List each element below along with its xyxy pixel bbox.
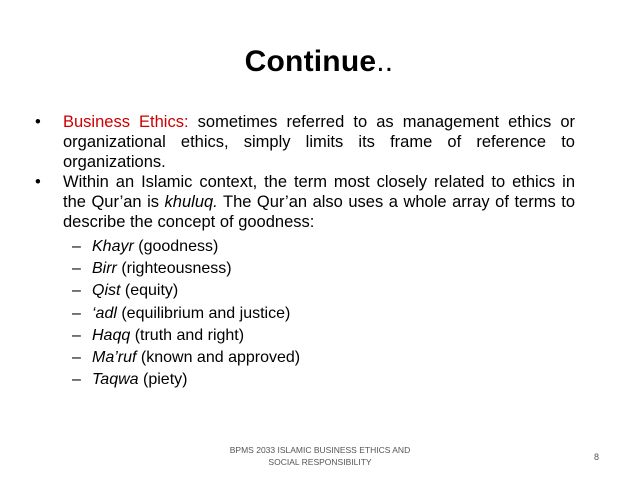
bullet-text: sometimes referred to as management ethics or organizational ethics, simply limits its frame of reference to organizations.	[63, 113, 575, 171]
bullet-text-a: Within an Islamic context, the term most closely related to ethics in the Qur’an is	[63, 173, 575, 211]
term: Ma’ruf	[92, 349, 137, 367]
footer-line-1: BPMS 2033 ISLAMIC BUSINESS ETHICS AND	[229, 445, 411, 455]
term: Birr	[92, 260, 117, 278]
term-description: (goodness)	[133, 238, 219, 255]
term-description: (known and approved)	[136, 349, 301, 367]
title-suffix: ..	[376, 45, 394, 78]
bullet-list	[35, 112, 575, 232]
bullet-label: Business Ethics:	[63, 113, 189, 131]
list-item	[72, 325, 300, 347]
bullet-text-b: The Qur’an also uses a whole array of terms to describe the concept of goodness:	[63, 193, 575, 231]
term-description: (piety)	[138, 371, 188, 389]
bullet-islamic-context	[35, 172, 575, 232]
terms-sublist	[72, 236, 300, 391]
list-item	[72, 347, 300, 369]
dash-marker: –	[72, 238, 81, 255]
footer-line-2: SOCIAL RESPONSIBILITY	[268, 456, 372, 467]
dash-marker: –	[72, 371, 81, 389]
term: Qist	[92, 282, 121, 300]
dash-marker: –	[72, 260, 81, 278]
dash-marker: –	[72, 326, 81, 344]
term: Haqq	[92, 326, 131, 344]
term: Khayr	[92, 238, 134, 255]
bullet-business-ethics	[35, 112, 575, 172]
title-text: Continue	[244, 45, 377, 78]
list-item	[72, 303, 300, 325]
list-item	[72, 258, 300, 280]
term-description: (equilibrium and justice)	[116, 304, 291, 322]
bullet-marker: •	[35, 113, 41, 131]
list-item	[72, 236, 300, 258]
term-description: (truth and right)	[130, 326, 245, 344]
list-item	[72, 280, 300, 302]
dash-marker: –	[72, 349, 81, 367]
term: ‘adl	[92, 304, 117, 322]
slide-footer	[210, 445, 430, 468]
term-description: (equity)	[120, 282, 179, 300]
term: Taqwa	[92, 371, 139, 389]
term-description: (righteousness)	[116, 260, 232, 278]
dash-marker: –	[72, 282, 81, 300]
bullet-term: khuluq.	[164, 193, 218, 211]
bullet-marker: •	[35, 173, 41, 191]
page-number: 8	[594, 452, 600, 462]
dash-marker: –	[72, 304, 81, 322]
slide-title	[0, 44, 638, 80]
list-item	[72, 369, 300, 391]
